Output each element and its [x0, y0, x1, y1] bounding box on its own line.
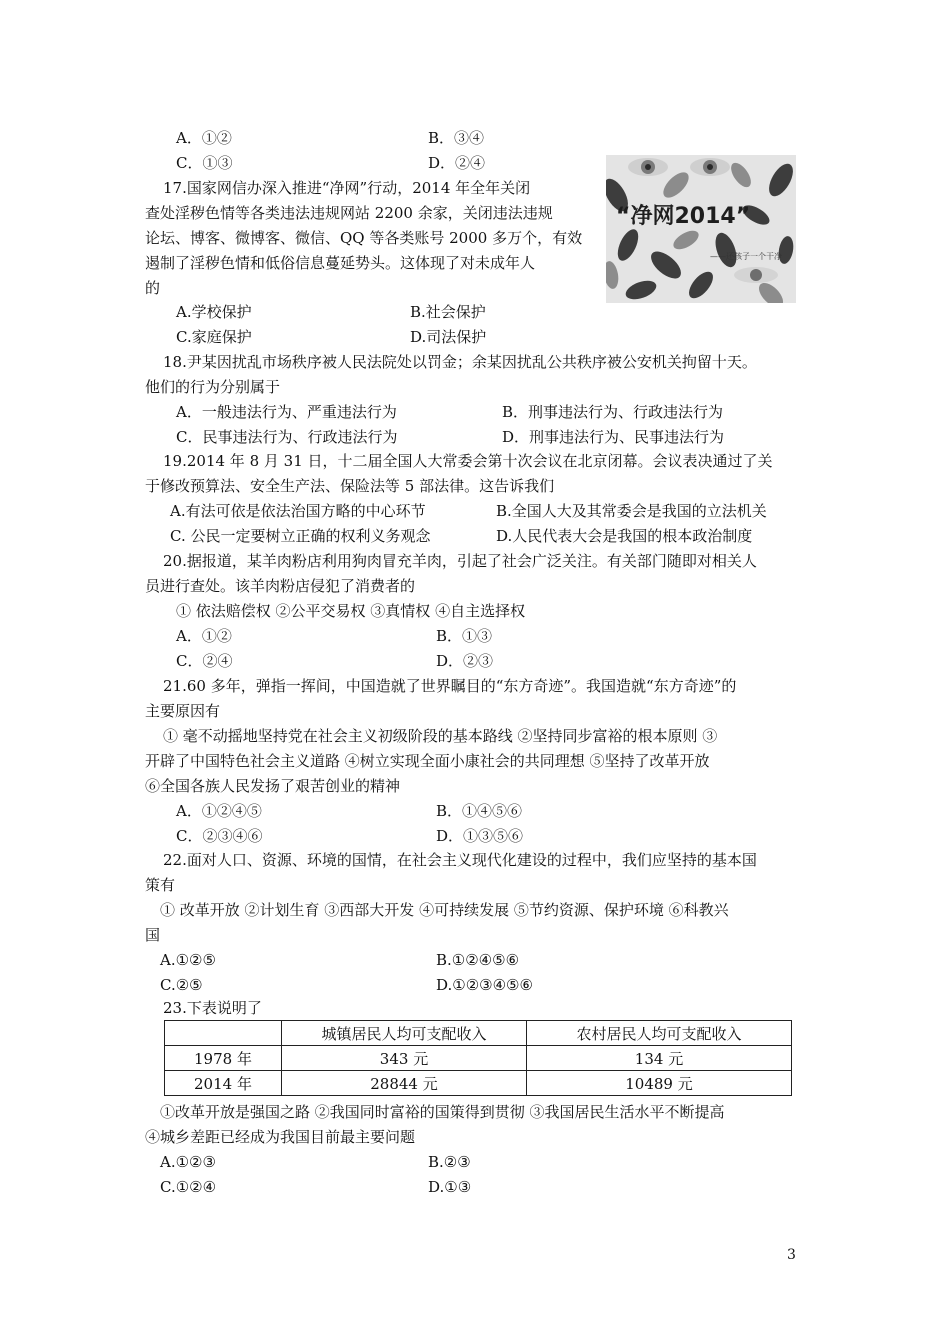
q18-option-b: B．刑事违法行为、行政违法行为 — [502, 403, 724, 421]
q23-stem: 23.下表说明了 — [163, 999, 262, 1017]
q23-option-d: D.①③ — [428, 1178, 472, 1196]
q16-option-c: C．①③ — [176, 154, 233, 172]
q19-option-c: C. 公民一定要树立正确的权利义务观念 — [170, 527, 431, 545]
table-header-cell — [165, 1021, 282, 1046]
q17-stem-line: 论坛、博客、微博客、微信、QQ 等各类账号 2000 多万个，有效 — [145, 229, 583, 247]
q20-items: ① 依法赔偿权 ②公平交易权 ③真情权 ④自主选择权 — [176, 602, 526, 620]
q22-item-line: 国 — [145, 926, 161, 944]
q17-option-b: B.社会保护 — [410, 303, 486, 321]
q21-option-d: D．①③⑤⑥ — [436, 827, 524, 845]
q23-option-a: A.①②③ — [160, 1153, 216, 1171]
table-cell: 134 元 — [527, 1046, 792, 1071]
table-header-row — [165, 1021, 792, 1046]
q20-stem-line: 员进行查处。该羊肉粉店侵犯了消费者的 — [145, 577, 416, 595]
q17-option-d: D.司法保护 — [410, 328, 487, 346]
page-number: 3 — [787, 1247, 796, 1263]
table-cell: 2014 年 — [165, 1071, 282, 1096]
q17-stem-line: 17.国家网信办深入推进“净网”行动，2014 年全年关闭 — [163, 179, 531, 197]
q17-stem-line: 查处淫秽色情等各类违法违规网站 2200 余家，关闭违法违规 — [145, 204, 553, 222]
q18-option-d: D．刑事违法行为、民事违法行为 — [502, 428, 725, 446]
q22-stem-line: 22.面对人口、资源、环境的国情，在社会主义现代化建设的过程中，我们应坚持的基本国 — [163, 851, 757, 869]
q16-option-a: A．①② — [176, 129, 232, 147]
q19-stem-line: 于修改预算法、安全生产法、保险法等 5 部法律。这告诉我们 — [145, 477, 555, 495]
q21-stem-line: 21.60 多年，弹指一挥间，中国造就了世界瞩目的“东方奇迹”。我国造就“东方奇迹”的 — [163, 677, 737, 695]
q19-option-a: A.有法可依是依法治国方略的中心环节 — [170, 502, 426, 520]
q22-option-c: C.②⑤ — [160, 976, 203, 994]
q21-item-line: 开辟了中国特色社会主义道路 ④树立实现全面小康社会的共同理想 ⑤坚持了改革开放 — [145, 752, 710, 770]
table-cell: 343 元 — [282, 1046, 527, 1071]
q20-option-a: A．①② — [176, 627, 232, 645]
q21-option-a: A．①②④⑤ — [176, 802, 262, 820]
q18-stem-line: 18.尹某因扰乱市场秩序被人民法院处以罚金；余某因扰乱公共秩序被公安机关拘留十天。 — [163, 353, 757, 371]
table-cell: 10489 元 — [527, 1071, 792, 1096]
q20-option-d: D．②③ — [436, 652, 494, 670]
q23-item-line: ④城乡差距已经成为我国目前最主要问题 — [145, 1128, 416, 1146]
table-row — [165, 1046, 792, 1071]
q18-option-c: C．民事违法行为、行政违法行为 — [176, 428, 398, 446]
table-cell: 28844 元 — [282, 1071, 527, 1096]
table-header-cell: 城镇居民人均可支配收入 — [282, 1021, 527, 1046]
q19-option-d: D.人民代表大会是我国的根本政治制度 — [496, 527, 753, 545]
q21-option-b: B．①④⑤⑥ — [436, 802, 523, 820]
q20-stem-line: 20.据报道，某羊肉粉店利用狗肉冒充羊肉，引起了社会广泛关注。有关部门随即对相关人 — [163, 552, 757, 570]
q16-option-b: B．③④ — [428, 129, 485, 147]
q17-stem-line: 遏制了淫秽色情和低俗信息蔓延势头。这体现了对未成年人 — [145, 254, 536, 272]
table-header-cell: 农村居民人均可支配收入 — [527, 1021, 792, 1046]
q21-item-line: ① 毫不动摇地坚持党在社会主义初级阶段的基本路线 ②坚持同步富裕的根本原则 ③ — [163, 727, 718, 745]
table-cell: 1978 年 — [165, 1046, 282, 1071]
q23-option-b: B.②③ — [428, 1153, 471, 1171]
q22-option-a: A.①②⑤ — [160, 951, 216, 969]
q23-option-c: C.①②④ — [160, 1178, 217, 1196]
q23-item-line: ①改革开放是强国之路 ②我国同时富裕的国策得到贯彻 ③我国居民生活水平不断提高 — [160, 1103, 725, 1121]
q20-option-b: B．①③ — [436, 627, 493, 645]
q16-option-d: D．②④ — [428, 154, 486, 172]
income-table — [164, 1020, 792, 1096]
q21-item-line: ⑥全国各族人民发扬了艰苦创业的精神 — [145, 777, 401, 795]
q18-option-a: A．一般违法行为、严重违法行为 — [176, 403, 397, 421]
q19-option-b: B.全国人大及其常委会是我国的立法机关 — [496, 502, 767, 520]
q18-stem-line: 他们的行为分别属于 — [145, 378, 281, 396]
q22-item-line: ① 改革开放 ②计划生育 ③西部大开发 ④可持续发展 ⑤节约资源、保护环境 ⑥科教兴 — [160, 901, 729, 919]
jingwang-2014-photo — [606, 155, 796, 303]
q17-option-a: A.学校保护 — [176, 303, 252, 321]
q21-stem-line: 主要原因有 — [145, 702, 221, 720]
q17-stem-line: 的 — [145, 279, 161, 297]
q22-option-d: D.①②③④⑤⑥ — [436, 976, 533, 994]
jingwang-image-title: “净网2014” — [616, 204, 751, 229]
q22-stem-line: 策有 — [145, 876, 176, 894]
q20-option-c: C．②④ — [176, 652, 233, 670]
jingwang-image-caption: ——还孩子一个干净 — [710, 252, 782, 261]
q19-stem-line: 19.2014 年 8 月 31 日，十二届全国人大常委会第十次会议在北京闭幕。会议表决通过了关 — [163, 452, 773, 470]
q22-option-b: B.①②④⑤⑥ — [436, 951, 520, 969]
q17-option-c: C.家庭保护 — [176, 328, 252, 346]
table-row — [165, 1071, 792, 1096]
q21-option-c: C．②③④⑥ — [176, 827, 263, 845]
